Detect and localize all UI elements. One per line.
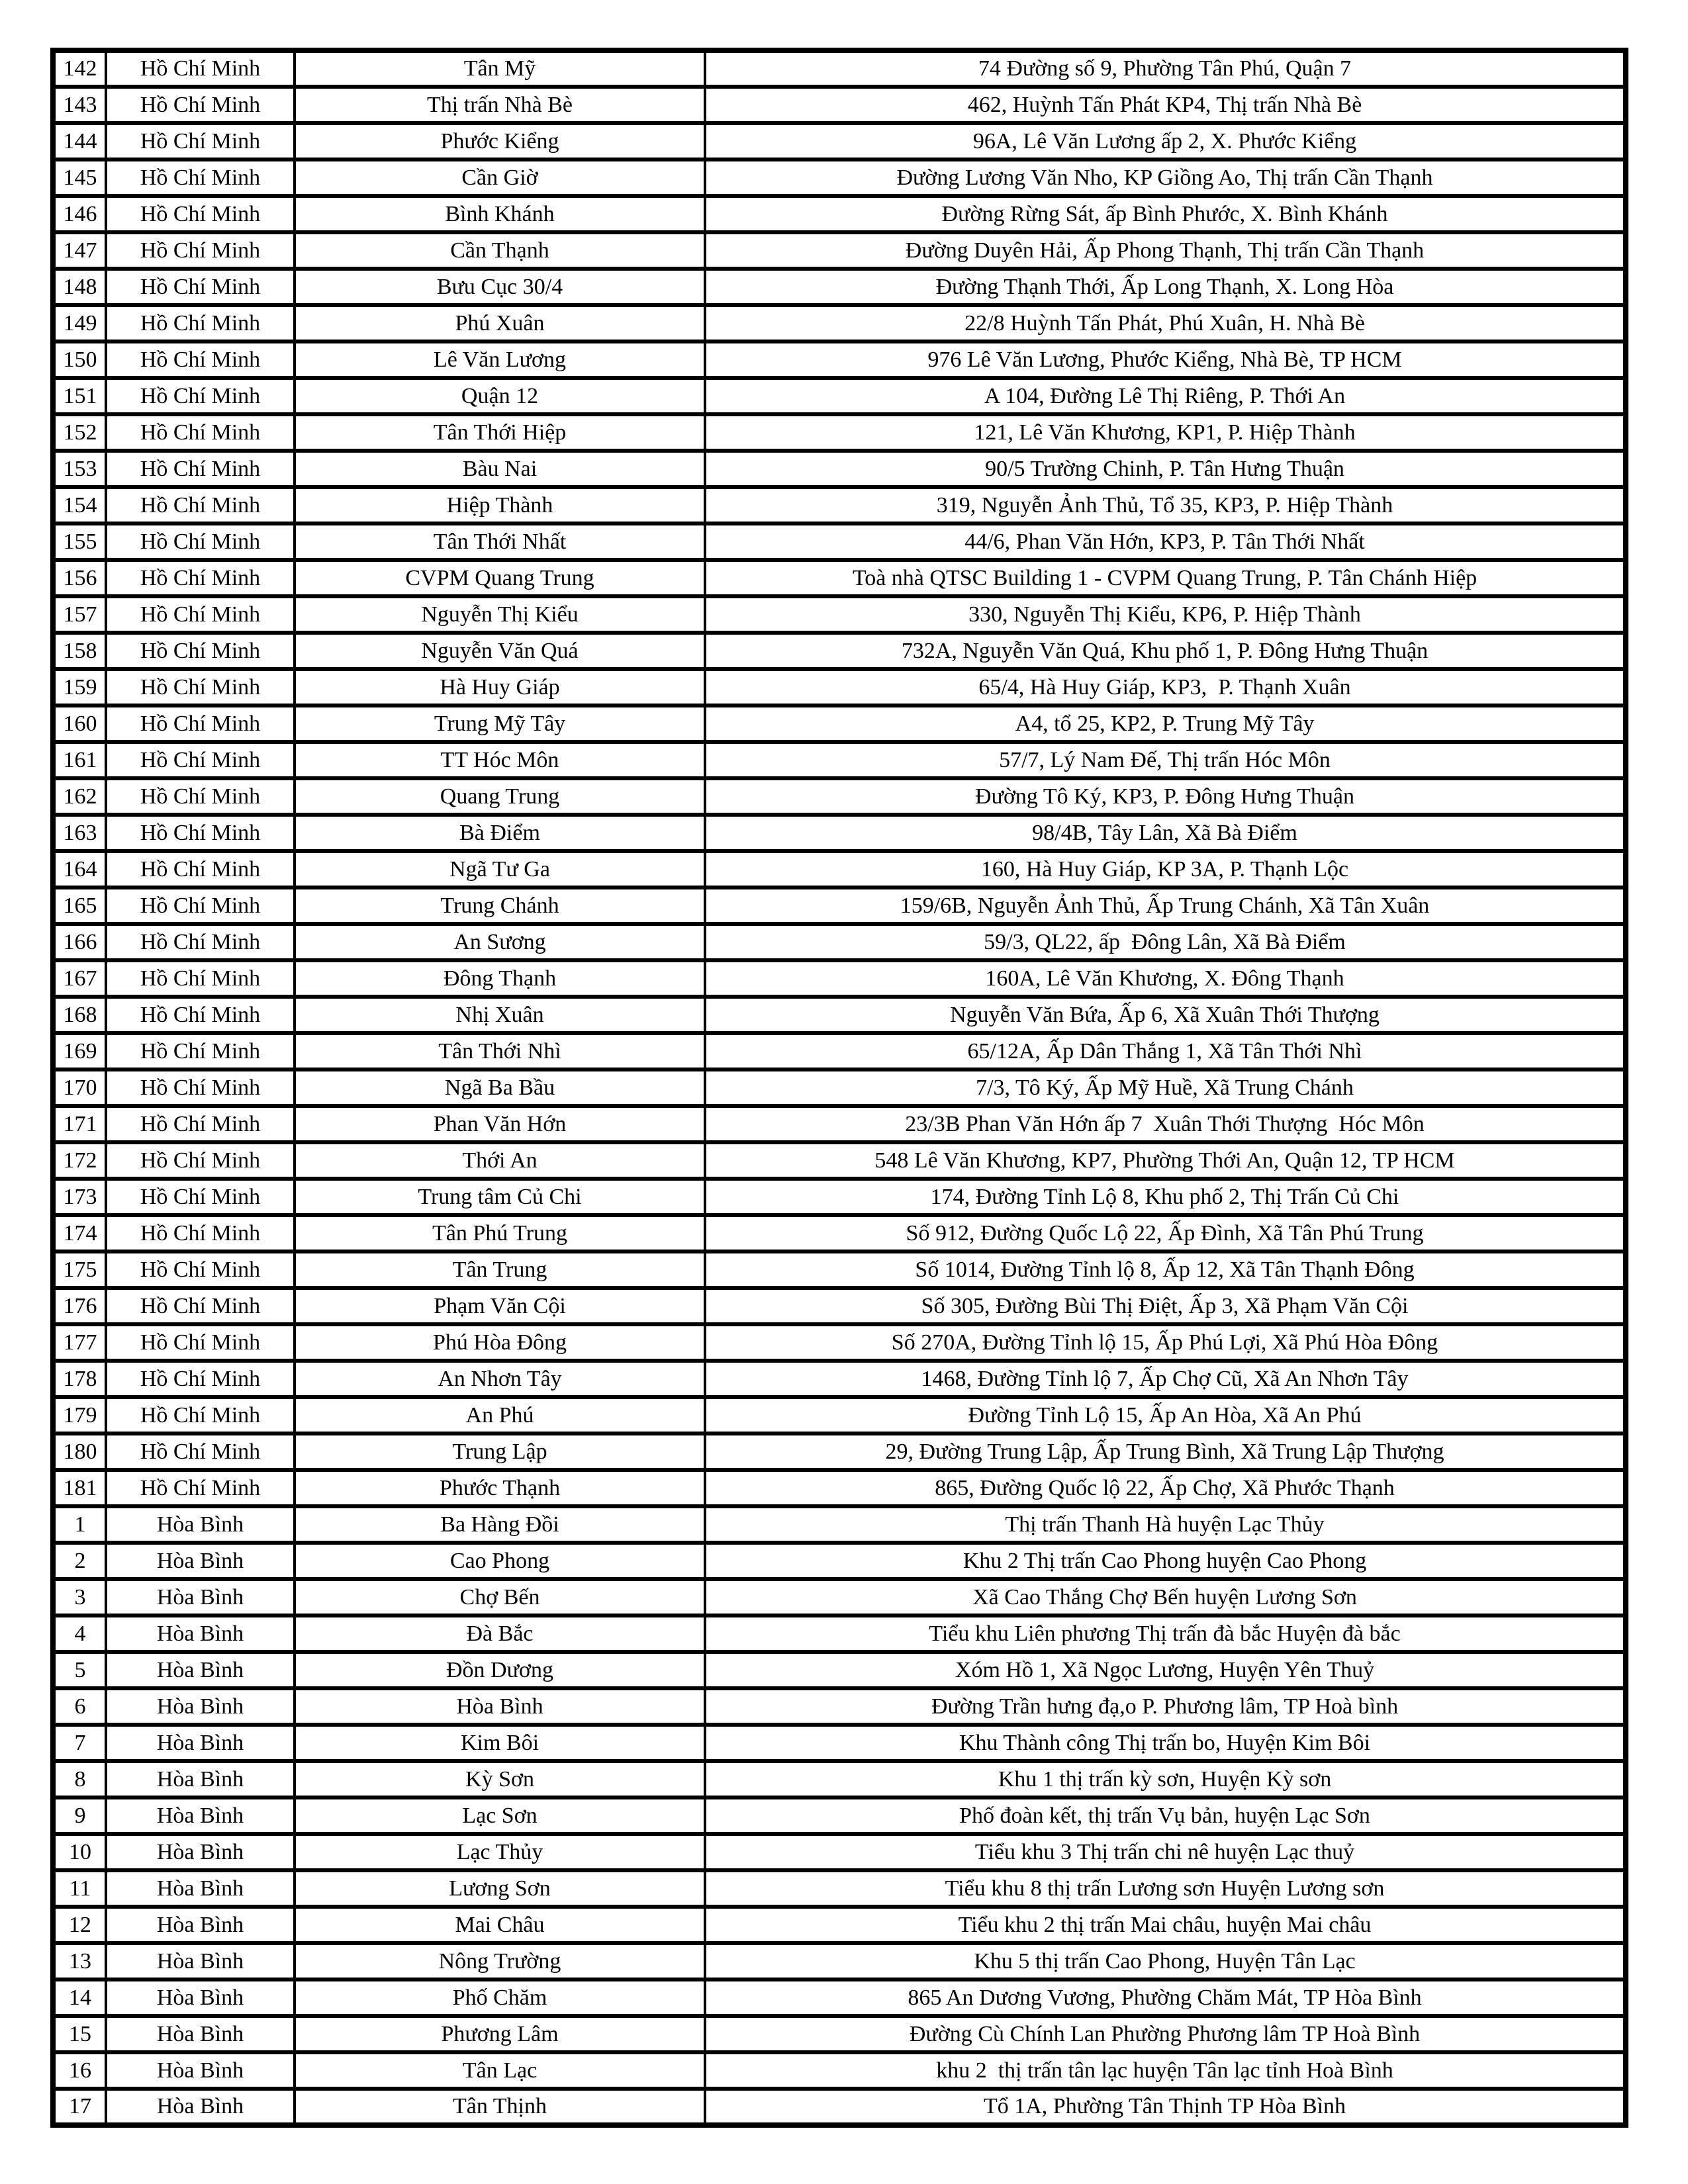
address-cell: 319, Nguyễn Ảnh Thủ, Tổ 35, KP3, P. Hiệp Thành [705, 487, 1626, 523]
address-cell: 23/3B Phan Văn Hớn ấp 7 Xuân Thới Thượng Hóc Môn [705, 1106, 1626, 1142]
row-number-cell: 154 [53, 487, 106, 523]
address-cell: Tiểu khu Liên phương Thị trấn đà bắc Huyện đà bắc [705, 1615, 1626, 1652]
province-cell: Hồ Chí Minh [106, 159, 295, 196]
address-cell: Đường Cù Chính Lan Phường Phương lâm TP Hoà Bình [705, 2016, 1626, 2052]
office-name-cell: Ba Hàng Đồi [295, 1506, 705, 1543]
table-row [53, 997, 1626, 1033]
province-cell: Hồ Chí Minh [106, 1470, 295, 1506]
table-row [53, 851, 1626, 887]
row-number-cell: 16 [53, 2052, 106, 2089]
row-number-cell: 14 [53, 1979, 106, 2016]
office-name-cell: Bình Khánh [295, 196, 705, 232]
province-cell: Hồ Chí Minh [106, 341, 295, 378]
table-row [53, 778, 1626, 815]
row-number-cell: 177 [53, 1324, 106, 1361]
province-cell: Hồ Chí Minh [106, 851, 295, 887]
address-cell: Khu 2 Thị trấn Cao Phong huyện Cao Phong [705, 1543, 1626, 1579]
address-cell: 865, Đường Quốc lộ 22, Ấp Chợ, Xã Phước Thạnh [705, 1470, 1626, 1506]
row-number-cell: 3 [53, 1579, 106, 1615]
province-cell: Hồ Chí Minh [106, 705, 295, 742]
address-cell: Toà nhà QTSC Building 1 - CVPM Quang Trung, P. Tân Chánh Hiệp [705, 560, 1626, 596]
row-number-cell: 173 [53, 1179, 106, 1215]
office-name-cell: CVPM Quang Trung [295, 560, 705, 596]
province-cell: Hồ Chí Minh [106, 887, 295, 924]
province-cell: Hòa Bình [106, 2016, 295, 2052]
province-cell: Hồ Chí Minh [106, 1397, 295, 1433]
office-name-cell: Đông Thạnh [295, 960, 705, 997]
office-name-cell: Trung Lập [295, 1433, 705, 1470]
table-row [53, 50, 1626, 87]
province-cell: Hòa Bình [106, 1506, 295, 1543]
address-cell: 159/6B, Nguyễn Ảnh Thủ, Ấp Trung Chánh, Xã Tân Xuân [705, 887, 1626, 924]
address-cell: Tiểu khu 3 Thị trấn chi nê huyện Lạc thuỷ [705, 1834, 1626, 1870]
row-number-cell: 17 [53, 2089, 106, 2125]
row-number-cell: 15 [53, 2016, 106, 2052]
office-name-cell: Phú Xuân [295, 305, 705, 341]
office-name-cell: Tân Thới Nhất [295, 523, 705, 560]
province-cell: Hồ Chí Minh [106, 451, 295, 487]
row-number-cell: 146 [53, 196, 106, 232]
table-row [53, 1652, 1626, 1688]
row-number-cell: 156 [53, 560, 106, 596]
row-number-cell: 150 [53, 341, 106, 378]
office-name-cell: Phương Lâm [295, 2016, 705, 2052]
row-number-cell: 179 [53, 1397, 106, 1433]
row-number-cell: 160 [53, 705, 106, 742]
address-cell: Phố đoàn kết, thị trấn Vụ bản, huyện Lạc Sơn [705, 1797, 1626, 1834]
table-row [53, 742, 1626, 778]
row-number-cell: 172 [53, 1142, 106, 1179]
table-row [53, 1433, 1626, 1470]
province-cell: Hồ Chí Minh [106, 378, 295, 414]
office-name-cell: Cao Phong [295, 1543, 705, 1579]
table-row [53, 123, 1626, 159]
row-number-cell: 143 [53, 87, 106, 123]
office-name-cell: Bà Điểm [295, 815, 705, 851]
row-number-cell: 166 [53, 924, 106, 960]
province-cell: Hồ Chí Minh [106, 997, 295, 1033]
address-cell: 1468, Đường Tỉnh lộ 7, Ấp Chợ Cũ, Xã An Nhơn Tây [705, 1361, 1626, 1397]
table-body [53, 50, 1626, 2125]
table-row [53, 1215, 1626, 1251]
province-cell: Hồ Chí Minh [106, 633, 295, 669]
province-cell: Hòa Bình [106, 1870, 295, 1907]
row-number-cell: 164 [53, 851, 106, 887]
office-name-cell: Tân Phú Trung [295, 1215, 705, 1251]
address-cell: Số 1014, Đường Tỉnh lộ 8, Ấp 12, Xã Tân Thạnh Đông [705, 1251, 1626, 1288]
province-cell: Hồ Chí Minh [106, 924, 295, 960]
office-name-cell: Trung Mỹ Tây [295, 705, 705, 742]
province-cell: Hòa Bình [106, 1725, 295, 1761]
row-number-cell: 155 [53, 523, 106, 560]
table-row [53, 633, 1626, 669]
table-row [53, 815, 1626, 851]
address-cell: A4, tổ 25, KP2, P. Trung Mỹ Tây [705, 705, 1626, 742]
address-cell: 65/12A, Ấp Dân Thắng 1, Xã Tân Thới Nhì [705, 1033, 1626, 1069]
row-number-cell: 152 [53, 414, 106, 451]
office-name-cell: Phú Hòa Đông [295, 1324, 705, 1361]
province-cell: Hồ Chí Minh [106, 414, 295, 451]
row-number-cell: 153 [53, 451, 106, 487]
office-name-cell: Lê Văn Lương [295, 341, 705, 378]
office-name-cell: Hiệp Thành [295, 487, 705, 523]
office-name-cell: Tân Mỹ [295, 50, 705, 87]
table-row [53, 1179, 1626, 1215]
row-number-cell: 165 [53, 887, 106, 924]
row-number-cell: 174 [53, 1215, 106, 1251]
table-row [53, 1069, 1626, 1106]
office-name-cell: Kỳ Sơn [295, 1761, 705, 1797]
address-cell: 90/5 Trường Chinh, P. Tân Hưng Thuận [705, 451, 1626, 487]
province-cell: Hồ Chí Minh [106, 1215, 295, 1251]
table-row [53, 1361, 1626, 1397]
province-cell: Hồ Chí Minh [106, 305, 295, 341]
address-cell: 7/3, Tô Ký, Ấp Mỹ Huề, Xã Trung Chánh [705, 1069, 1626, 1106]
address-cell: 29, Đường Trung Lập, Ấp Trung Bình, Xã Trung Lập Thượng [705, 1433, 1626, 1470]
address-cell: 462, Huỳnh Tấn Phát KP4, Thị trấn Nhà Bè [705, 87, 1626, 123]
province-cell: Hồ Chí Minh [106, 1033, 295, 1069]
table-row [53, 87, 1626, 123]
row-number-cell: 149 [53, 305, 106, 341]
address-cell: Thị trấn Thanh Hà huyện Lạc Thủy [705, 1506, 1626, 1543]
province-cell: Hồ Chí Minh [106, 123, 295, 159]
address-cell: 174, Đường Tỉnh Lộ 8, Khu phố 2, Thị Trấn Củ Chi [705, 1179, 1626, 1215]
row-number-cell: 148 [53, 269, 106, 305]
office-name-cell: An Phú [295, 1397, 705, 1433]
province-cell: Hòa Bình [106, 1579, 295, 1615]
province-cell: Hòa Bình [106, 2052, 295, 2089]
province-cell: Hồ Chí Minh [106, 1324, 295, 1361]
address-cell: Đường Trần hưng đạ,o P. Phương lâm, TP Hoà bình [705, 1688, 1626, 1725]
province-cell: Hồ Chí Minh [106, 1142, 295, 1179]
table-row [53, 2016, 1626, 2052]
table-row [53, 1397, 1626, 1433]
table-row [53, 1251, 1626, 1288]
province-cell: Hồ Chí Minh [106, 1361, 295, 1397]
address-cell: Đường Rừng Sát, ấp Bình Phước, X. Bình Khánh [705, 196, 1626, 232]
address-cell: 22/8 Huỳnh Tấn Phát, Phú Xuân, H. Nhà Bè [705, 305, 1626, 341]
table-row [53, 1979, 1626, 2016]
table-row [53, 1907, 1626, 1943]
province-cell: Hồ Chí Minh [106, 50, 295, 87]
row-number-cell: 181 [53, 1470, 106, 1506]
office-name-cell: Phan Văn Hớn [295, 1106, 705, 1142]
address-cell: Xóm Hồ 1, Xã Ngọc Lương, Huyện Yên Thuỷ [705, 1652, 1626, 1688]
address-cell: Đường Thạnh Thới, Ấp Long Thạnh, X. Long Hòa [705, 269, 1626, 305]
table-row [53, 669, 1626, 705]
address-cell: A 104, Đường Lê Thị Riêng, P. Thới An [705, 378, 1626, 414]
address-cell: Đường Duyên Hải, Ấp Phong Thạnh, Thị trấn Cần Thạnh [705, 232, 1626, 269]
post-office-table [50, 48, 1628, 2128]
address-cell: 74 Đường số 9, Phường Tân Phú, Quận 7 [705, 50, 1626, 87]
table-row [53, 305, 1626, 341]
office-name-cell: Hòa Bình [295, 1688, 705, 1725]
table-row [53, 1688, 1626, 1725]
address-cell: Xã Cao Thắng Chợ Bến huyện Lương Sơn [705, 1579, 1626, 1615]
address-cell: 976 Lê Văn Lương, Phước Kiểng, Nhà Bè, TP HCM [705, 341, 1626, 378]
table-row [53, 1943, 1626, 1979]
address-cell: Số 305, Đường Bùi Thị Điệt, Ấp 3, Xã Phạm Văn Cội [705, 1288, 1626, 1324]
table-row [53, 924, 1626, 960]
province-cell: Hòa Bình [106, 1761, 295, 1797]
row-number-cell: 168 [53, 997, 106, 1033]
province-cell: Hồ Chí Minh [106, 1179, 295, 1215]
province-cell: Hòa Bình [106, 1943, 295, 1979]
table-row [53, 1761, 1626, 1797]
office-name-cell: Kim Bôi [295, 1725, 705, 1761]
address-cell: Khu 1 thị trấn kỳ sơn, Huyện Kỳ sơn [705, 1761, 1626, 1797]
row-number-cell: 169 [53, 1033, 106, 1069]
row-number-cell: 10 [53, 1834, 106, 1870]
address-cell: 732A, Nguyễn Văn Quá, Khu phố 1, P. Đông Hưng Thuận [705, 633, 1626, 669]
address-cell: Đường Tỉnh Lộ 15, Ấp An Hòa, Xã An Phú [705, 1397, 1626, 1433]
address-cell: 160, Hà Huy Giáp, KP 3A, P. Thạnh Lộc [705, 851, 1626, 887]
row-number-cell: 142 [53, 50, 106, 87]
office-name-cell: Tân Thới Nhì [295, 1033, 705, 1069]
office-name-cell: Quận 12 [295, 378, 705, 414]
table-row [53, 1797, 1626, 1834]
office-name-cell: Mai Châu [295, 1907, 705, 1943]
table-row [53, 560, 1626, 596]
table-row [53, 1324, 1626, 1361]
province-cell: Hồ Chí Minh [106, 560, 295, 596]
province-cell: Hồ Chí Minh [106, 523, 295, 560]
office-name-cell: Cần Giờ [295, 159, 705, 196]
table-row [53, 341, 1626, 378]
office-name-cell: Thới An [295, 1142, 705, 1179]
address-cell: 548 Lê Văn Khương, KP7, Phường Thới An, Quận 12, TP HCM [705, 1142, 1626, 1179]
row-number-cell: 157 [53, 596, 106, 633]
row-number-cell: 158 [53, 633, 106, 669]
table-row [53, 159, 1626, 196]
table-row [53, 1834, 1626, 1870]
office-name-cell: Chợ Bến [295, 1579, 705, 1615]
office-name-cell: Quang Trung [295, 778, 705, 815]
table-row [53, 960, 1626, 997]
table-row [53, 451, 1626, 487]
row-number-cell: 5 [53, 1652, 106, 1688]
office-name-cell: Lạc Thủy [295, 1834, 705, 1870]
province-cell: Hòa Bình [106, 1979, 295, 2016]
address-cell: 59/3, QL22, ấp Đông Lân, Xã Bà Điểm [705, 924, 1626, 960]
office-name-cell: Lương Sơn [295, 1870, 705, 1907]
province-cell: Hồ Chí Minh [106, 742, 295, 778]
table-row [53, 487, 1626, 523]
table-row [53, 1615, 1626, 1652]
office-name-cell: Nguyễn Văn Quá [295, 633, 705, 669]
row-number-cell: 2 [53, 1543, 106, 1579]
office-name-cell: Bàu Nai [295, 451, 705, 487]
office-name-cell: TT Hóc Môn [295, 742, 705, 778]
address-cell: 865 An Dương Vương, Phường Chăm Mát, TP Hòa Bình [705, 1979, 1626, 2016]
address-cell: khu 2 thị trấn tân lạc huyện Tân lạc tỉnh Hoà Bình [705, 2052, 1626, 2089]
province-cell: Hòa Bình [106, 1834, 295, 1870]
province-cell: Hòa Bình [106, 1652, 295, 1688]
table-row [53, 523, 1626, 560]
office-name-cell: Nhị Xuân [295, 997, 705, 1033]
province-cell: Hòa Bình [106, 1615, 295, 1652]
address-cell: 330, Nguyễn Thị Kiểu, KP6, P. Hiệp Thành [705, 596, 1626, 633]
office-name-cell: Ngã Tư Ga [295, 851, 705, 887]
province-cell: Hòa Bình [106, 1907, 295, 1943]
address-cell: Khu Thành công Thị trấn bo, Huyện Kim Bôi [705, 1725, 1626, 1761]
province-cell: Hòa Bình [106, 1543, 295, 1579]
office-name-cell: Ngã Ba Bầu [295, 1069, 705, 1106]
province-cell: Hồ Chí Minh [106, 669, 295, 705]
province-cell: Hòa Bình [106, 1797, 295, 1834]
address-cell: 160A, Lê Văn Khương, X. Đông Thạnh [705, 960, 1626, 997]
address-cell: Tiểu khu 2 thị trấn Mai châu, huyện Mai châu [705, 1907, 1626, 1943]
table-row [53, 196, 1626, 232]
address-cell: Đường Lương Văn Nho, KP Giồng Ao, Thị trấn Cần Thạnh [705, 159, 1626, 196]
table-row [53, 414, 1626, 451]
row-number-cell: 11 [53, 1870, 106, 1907]
office-name-cell: Tân Thịnh [295, 2089, 705, 2125]
address-cell: Tiểu khu 8 thị trấn Lương sơn Huyện Lương sơn [705, 1870, 1626, 1907]
province-cell: Hồ Chí Minh [106, 269, 295, 305]
office-name-cell: Phước Kiểng [295, 123, 705, 159]
province-cell: Hồ Chí Minh [106, 815, 295, 851]
table-row [53, 1579, 1626, 1615]
row-number-cell: 159 [53, 669, 106, 705]
address-cell: 65/4, Hà Huy Giáp, KP3, P. Thạnh Xuân [705, 669, 1626, 705]
table-row [53, 1033, 1626, 1069]
province-cell: Hồ Chí Minh [106, 196, 295, 232]
table-row [53, 1543, 1626, 1579]
address-cell: 96A, Lê Văn Lương ấp 2, X. Phước Kiểng [705, 123, 1626, 159]
office-name-cell: Phố Chăm [295, 1979, 705, 2016]
province-cell: Hồ Chí Minh [106, 1069, 295, 1106]
table-row [53, 1288, 1626, 1324]
table-row [53, 1506, 1626, 1543]
address-cell: 44/6, Phan Văn Hớn, KP3, P. Tân Thới Nhất [705, 523, 1626, 560]
row-number-cell: 1 [53, 1506, 106, 1543]
table-row [53, 1106, 1626, 1142]
province-cell: Hồ Chí Minh [106, 778, 295, 815]
office-name-cell: Bưu Cục 30/4 [295, 269, 705, 305]
office-name-cell: Tân Thới Hiệp [295, 414, 705, 451]
office-name-cell: Thị trấn Nhà Bè [295, 87, 705, 123]
address-cell: Tổ 1A, Phường Tân Thịnh TP Hòa Bình [705, 2089, 1626, 2125]
province-cell: Hồ Chí Minh [106, 596, 295, 633]
row-number-cell: 7 [53, 1725, 106, 1761]
table-row [53, 705, 1626, 742]
table-row [53, 1870, 1626, 1907]
table-row [53, 596, 1626, 633]
table-row [53, 887, 1626, 924]
row-number-cell: 178 [53, 1361, 106, 1397]
row-number-cell: 6 [53, 1688, 106, 1725]
table-row [53, 269, 1626, 305]
row-number-cell: 144 [53, 123, 106, 159]
address-cell: 57/7, Lý Nam Đế, Thị trấn Hóc Môn [705, 742, 1626, 778]
province-cell: Hòa Bình [106, 2089, 295, 2125]
address-cell: 121, Lê Văn Khương, KP1, P. Hiệp Thành [705, 414, 1626, 451]
row-number-cell: 147 [53, 232, 106, 269]
office-name-cell: Tân Trung [295, 1251, 705, 1288]
office-name-cell: Trung tâm Củ Chi [295, 1179, 705, 1215]
row-number-cell: 8 [53, 1761, 106, 1797]
row-number-cell: 171 [53, 1106, 106, 1142]
province-cell: Hồ Chí Minh [106, 487, 295, 523]
row-number-cell: 163 [53, 815, 106, 851]
office-name-cell: Phạm Văn Cội [295, 1288, 705, 1324]
office-name-cell: An Nhơn Tây [295, 1361, 705, 1397]
row-number-cell: 176 [53, 1288, 106, 1324]
table-row [53, 1725, 1626, 1761]
office-name-cell: Tân Lạc [295, 2052, 705, 2089]
row-number-cell: 161 [53, 742, 106, 778]
office-name-cell: Cần Thạnh [295, 232, 705, 269]
province-cell: Hồ Chí Minh [106, 87, 295, 123]
office-name-cell: Phước Thạnh [295, 1470, 705, 1506]
province-cell: Hồ Chí Minh [106, 960, 295, 997]
province-cell: Hồ Chí Minh [106, 232, 295, 269]
table-row [53, 1470, 1626, 1506]
row-number-cell: 162 [53, 778, 106, 815]
province-cell: Hồ Chí Minh [106, 1288, 295, 1324]
office-name-cell: Trung Chánh [295, 887, 705, 924]
address-cell: Số 912, Đường Quốc Lộ 22, Ấp Đình, Xã Tân Phú Trung [705, 1215, 1626, 1251]
office-name-cell: Đà Bắc [295, 1615, 705, 1652]
province-cell: Hòa Bình [106, 1688, 295, 1725]
table-row [53, 232, 1626, 269]
row-number-cell: 180 [53, 1433, 106, 1470]
row-number-cell: 167 [53, 960, 106, 997]
table-row [53, 2089, 1626, 2125]
table-row [53, 2052, 1626, 2089]
office-name-cell: Đồn Dương [295, 1652, 705, 1688]
row-number-cell: 4 [53, 1615, 106, 1652]
table-row [53, 378, 1626, 414]
address-cell: Số 270A, Đường Tỉnh lộ 15, Ấp Phú Lợi, Xã Phú Hòa Đông [705, 1324, 1626, 1361]
row-number-cell: 175 [53, 1251, 106, 1288]
province-cell: Hồ Chí Minh [106, 1106, 295, 1142]
row-number-cell: 13 [53, 1943, 106, 1979]
province-cell: Hồ Chí Minh [106, 1251, 295, 1288]
address-cell: 98/4B, Tây Lân, Xã Bà Điểm [705, 815, 1626, 851]
office-name-cell: Lạc Sơn [295, 1797, 705, 1834]
address-cell: Khu 5 thị trấn Cao Phong, Huyện Tân Lạc [705, 1943, 1626, 1979]
table-row [53, 1142, 1626, 1179]
office-name-cell: An Sương [295, 924, 705, 960]
row-number-cell: 151 [53, 378, 106, 414]
row-number-cell: 170 [53, 1069, 106, 1106]
office-name-cell: Nông Trường [295, 1943, 705, 1979]
row-number-cell: 12 [53, 1907, 106, 1943]
row-number-cell: 9 [53, 1797, 106, 1834]
row-number-cell: 145 [53, 159, 106, 196]
address-cell: Nguyễn Văn Bứa, Ấp 6, Xã Xuân Thới Thượng [705, 997, 1626, 1033]
office-name-cell: Hà Huy Giáp [295, 669, 705, 705]
address-cell: Đường Tô Ký, KP3, P. Đông Hưng Thuận [705, 778, 1626, 815]
office-name-cell: Nguyễn Thị Kiểu [295, 596, 705, 633]
province-cell: Hồ Chí Minh [106, 1433, 295, 1470]
